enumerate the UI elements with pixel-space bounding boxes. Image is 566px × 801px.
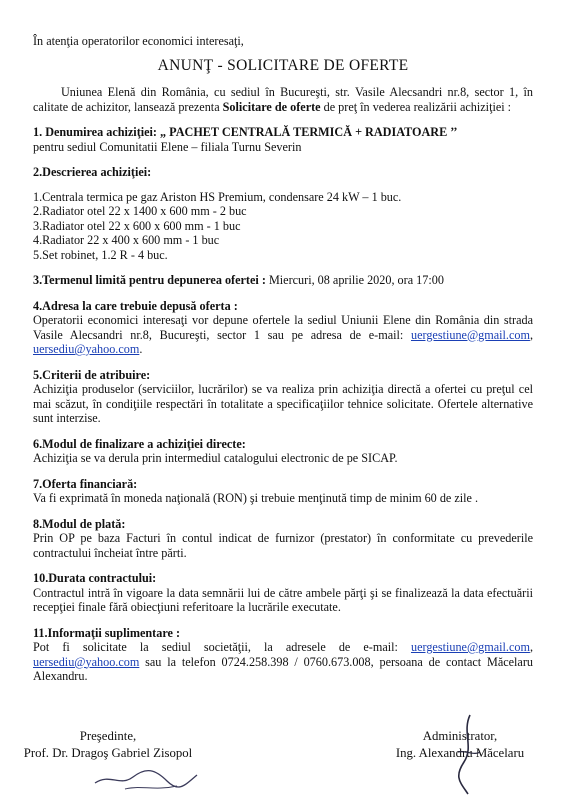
section-11-text: [33, 640, 533, 684]
section-1-text: pentru sediul Comunitatii Elene – filiala Turnu Severin: [33, 139, 302, 154]
email-link-gestiune[interactable]: uergestiune@gmail.com: [410, 640, 530, 654]
section-7-heading: 7.Oferta financiară:: [33, 476, 138, 491]
section-8-heading: 8.Modul de plată:: [33, 516, 126, 531]
section-11-body: Pot fi solicitate la sediul societăţii, la adresele de e-mail:: [33, 640, 411, 654]
intro-text-after: de preţ în vederea realizării achiziţiei :: [320, 99, 512, 114]
section-5: [33, 368, 533, 426]
section-10: [33, 571, 533, 615]
section-6-text: Achiziţia se va derula prin intermediul catalogului electronic de pe SICAP.: [33, 451, 398, 465]
attention-line: În atenţia operatorilor economici interesaţi,: [33, 34, 244, 48]
section-1: [33, 125, 533, 154]
document-title: ANUNŢ - SOLICITARE DE OFERTE: [157, 56, 409, 74]
section-3-text: Miercuri, 08 aprilie 2020, ora 17:00: [265, 273, 444, 287]
section-2-heading: 2.Descrierea achiziţiei:: [33, 165, 152, 179]
email-separator: ,: [529, 640, 533, 654]
section-11: [33, 626, 533, 684]
section-8-text: Prin OP pe baza Facturi în contul indicat de furnizor (prestator) în conformitate cu prevederile contractului încheiat între părti.: [33, 531, 533, 560]
president-role: Preşedinte,: [79, 729, 137, 743]
list-item: 1.Centrala termica pe gaz Ariston HS Premium, condensare 24 kW – 1 buc.: [33, 189, 402, 204]
item-list: [33, 190, 533, 263]
section-10-text: Contractul intră în vigoare la data semnării lui de către ambele părţi şi se finalizează la data efectuării recepţiei finale fără obiecţiuni referitoare la lucrările executate.: [33, 585, 533, 614]
email-link-gestiune[interactable]: uergestiune@gmail.com: [410, 327, 530, 342]
section-5-text: Achiziţia produselor (serviciilor, lucrărilor) se va realiza prin achiziţia directă a ofertei cu preţul cel mai scăzut, în condiţiile respectări în totalitate a specificaţiilor tehnice solicitate. Ofertele alternative sunt interzise.: [33, 382, 533, 425]
section-4: [33, 299, 533, 357]
section-7-text: Va fi exprimată în moneda naţională (RON) şi trebuie menţinută timp de minim 60 de zile .: [33, 491, 479, 505]
section-2: [33, 165, 533, 262]
list-item: 4.Radiator 22 x 400 x 600 mm - 1 buc: [33, 233, 220, 247]
section-4-end: .: [139, 342, 143, 356]
section-11-contact: sau la telefon 0724.258.398 / 0760.673.008, persoana de contact Măcelaru Alexandru.: [33, 654, 533, 683]
email-separator: ,: [529, 327, 533, 342]
president-name: Prof. Dr. Dragoş Gabriel Zisopol: [23, 746, 193, 760]
section-6-heading: 6.Modul de finalizare a achiziţiei directe:: [33, 436, 246, 451]
section-8: [33, 517, 533, 561]
section-3-heading: 3.Termenul limită pentru depunerea ofertei :: [33, 273, 266, 287]
administrator-name: Ing. Alexandru Măcelaru: [395, 746, 525, 760]
email-link-sediu[interactable]: uersediu@yahoo.com: [33, 342, 140, 356]
announcement-document: [33, 34, 533, 695]
section-5-heading: 5.Criterii de atribuire:: [33, 367, 151, 382]
section-3: [33, 273, 533, 288]
president-signature: [85, 755, 205, 795]
list-item: 2.Radiator otel 22 x 1400 x 600 mm - 2 buc: [33, 204, 247, 218]
section-1-heading: 1. Denumirea achiziţiei: „ PACHET CENTRALĂ TERMICĂ + RADIATOARE ’’: [33, 125, 458, 139]
section-4-text: [33, 313, 533, 357]
administrator-role: Administrator,: [422, 729, 498, 743]
intro-text-before: Uniunea Elenă din România, cu sediul în Bucureşti, str. Vasile Alecsandri nr.8, sector 1, în calitate de achizitor, lansează prezenta: [33, 85, 533, 114]
email-link-sediu[interactable]: uersediu@yahoo.com: [33, 654, 140, 669]
section-4-body: Operatorii economici interesaţi vor depune ofertele la sediul Uniunii Elene din România din strada Vasile Alecsandri nr.8, Bucureşti, sector 1 sau pe adresa de e-mail:: [33, 313, 533, 342]
administrator-signature: [440, 712, 490, 797]
section-6: [33, 437, 533, 466]
list-item: 3.Radiator otel 22 x 600 x 600 mm - 1 buc: [33, 218, 241, 233]
section-11-heading: 11.Informaţii suplimentare :: [33, 625, 181, 640]
list-item: 5.Set robinet, 1.2 R - 4 buc.: [33, 247, 168, 262]
intro-paragraph: [33, 85, 533, 114]
section-10-heading: 10.Durata contractului:: [33, 571, 157, 585]
section-7: [33, 477, 533, 506]
section-4-heading: 4.Adresa la care trebuie depusă oferta :: [33, 298, 238, 313]
intro-bold: Solicitare de oferte: [222, 99, 321, 114]
